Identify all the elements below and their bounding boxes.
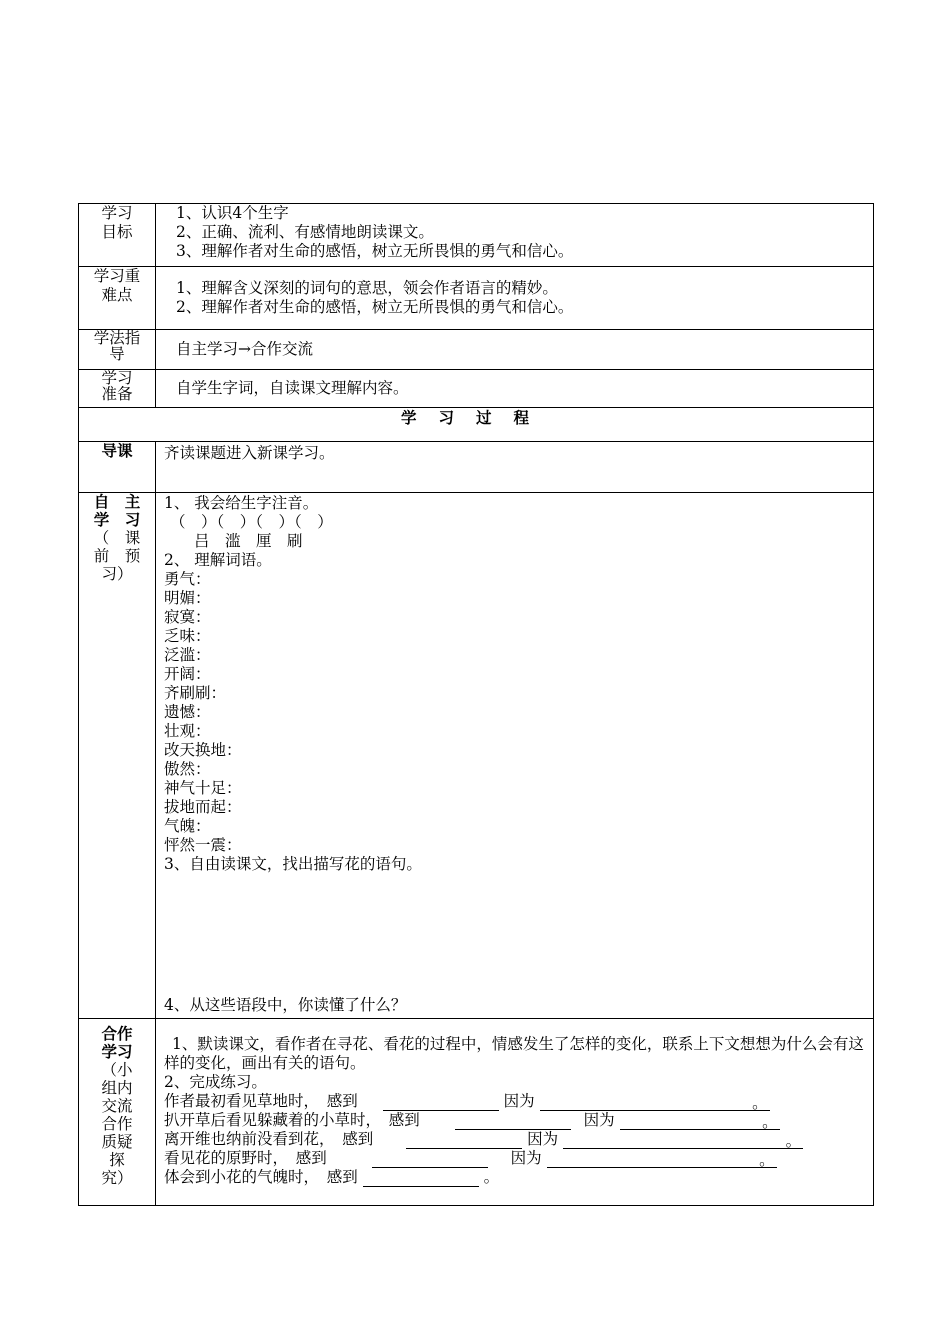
objective-item: 3、理解作者对生命的感悟，树立无所畏惧的勇气和信心。 bbox=[176, 242, 574, 260]
exercise-row: 体会到小花的气魄时， 感到 。 bbox=[164, 1168, 500, 1186]
pinyin-brackets: （ ）（ ）（ ）（ ） bbox=[170, 513, 333, 531]
self-study-content bbox=[156, 493, 874, 1019]
answer-blank[interactable] bbox=[455, 1113, 571, 1130]
vocab-word: 拔地而起： bbox=[164, 798, 242, 816]
objectives-row bbox=[79, 204, 874, 267]
sentence-end: 。 bbox=[785, 1132, 802, 1150]
reason-blank[interactable] bbox=[620, 1113, 780, 1130]
method-label: 学法指 导 bbox=[79, 330, 156, 370]
vocab-word: 改天换地： bbox=[164, 741, 242, 759]
preparation-label: 学习 准备 bbox=[79, 370, 156, 408]
vocab-word: 寂寞： bbox=[164, 608, 211, 626]
exercise-row: 作者最初看见草地时， 感到 因为 。 bbox=[164, 1092, 768, 1112]
sentence-end: 。 bbox=[762, 1113, 778, 1131]
reason-blank[interactable] bbox=[563, 1132, 803, 1149]
self-study-label: 自 主 学 习 （ 课 前 预 习） bbox=[79, 493, 156, 1019]
vocab-word: 傲然： bbox=[164, 760, 211, 778]
exercise-row: 扒开草后看见躲藏着的小草时， 感到 因为 。 bbox=[164, 1111, 778, 1131]
objectives-label: 学习 目标 bbox=[79, 204, 156, 267]
vocab-word: 齐刷刷： bbox=[164, 684, 227, 702]
question-1: 1、 我会给生字注音。 bbox=[164, 494, 319, 512]
vocab-word: 开阔： bbox=[164, 665, 211, 683]
objectives-content bbox=[156, 204, 874, 267]
lesson-plan-table bbox=[78, 203, 874, 1206]
vocab-word: 遗憾： bbox=[164, 703, 211, 721]
intro-label: 导课 bbox=[79, 442, 156, 493]
reason-blank[interactable] bbox=[540, 1094, 770, 1111]
preparation-content: 自学生字词，自读课文理解内容。 bbox=[156, 370, 874, 408]
process-title-row bbox=[79, 408, 874, 442]
answer-blank[interactable] bbox=[363, 1170, 479, 1187]
reason-blank[interactable] bbox=[547, 1151, 777, 1168]
key-point-item: 1、理解含义深刻的词句的意思，领会作者语言的精妙。 bbox=[176, 279, 558, 297]
cooperative-content bbox=[156, 1019, 874, 1206]
objective-item: 1、认识4个生字 bbox=[176, 204, 289, 222]
sentence-end: 。 bbox=[759, 1151, 775, 1169]
process-title: 学习过程 bbox=[79, 408, 874, 442]
key-point-item: 2、理解作者对生命的感悟，树立无所畏惧的勇气和信心。 bbox=[176, 298, 574, 316]
answer-blank[interactable] bbox=[406, 1132, 522, 1149]
answer-blank[interactable] bbox=[372, 1151, 488, 1168]
intro-row bbox=[79, 442, 874, 493]
coop-question-2: 2、完成练习。 bbox=[164, 1073, 267, 1091]
new-characters: 吕 滥 厘 刷 bbox=[194, 532, 303, 550]
vocab-word: 气魄： bbox=[164, 817, 211, 835]
method-content: 自主学习→合作交流 bbox=[156, 330, 874, 370]
coop-question-1: 1、默读课文，看作者在寻花、看花的过程中，情感发生了怎样的变化，联系上下文想想为什么会有这样的变化，画出有关的语句。 bbox=[164, 1035, 864, 1072]
cooperative-row bbox=[79, 1019, 874, 1206]
vocab-word: 神气十足： bbox=[164, 779, 242, 797]
question-3: 3、自由读课文，找出描写花的语句。 bbox=[164, 855, 422, 873]
key-points-label: 学习重 难点 bbox=[79, 267, 156, 330]
sentence-end: 。 bbox=[752, 1094, 768, 1112]
preparation-row bbox=[79, 370, 874, 408]
cooperative-label: 合作 学习 （小 组内 交流 合作 质疑 探 究） bbox=[79, 1019, 156, 1206]
exercise-row: 看见花的原野时， 感到 因为 。 bbox=[164, 1149, 775, 1169]
key-points-content bbox=[156, 267, 874, 330]
key-points-row bbox=[79, 267, 874, 330]
method-row bbox=[79, 330, 874, 370]
vocab-word: 泛滥： bbox=[164, 646, 211, 664]
exercise-row: 离开维也纳前没看到花， 感到 因为 。 bbox=[164, 1130, 802, 1150]
answer-blank[interactable] bbox=[383, 1094, 499, 1111]
objective-item: 2、正确、流利、有感情地朗读课文。 bbox=[176, 223, 434, 241]
vocab-word: 壮观： bbox=[164, 722, 211, 740]
self-study-row bbox=[79, 493, 874, 1019]
vocab-word: 明媚： bbox=[164, 589, 211, 607]
question-4: 4、从这些语段中，你读懂了什么？ bbox=[164, 996, 407, 1014]
vocab-word: 怦然一震： bbox=[164, 836, 242, 854]
vocab-word: 勇气： bbox=[164, 570, 211, 588]
vocab-word: 乏味： bbox=[164, 627, 211, 645]
question-2: 2、 理解词语。 bbox=[164, 551, 272, 569]
intro-content: 齐读课题进入新课学习。 bbox=[156, 442, 874, 493]
